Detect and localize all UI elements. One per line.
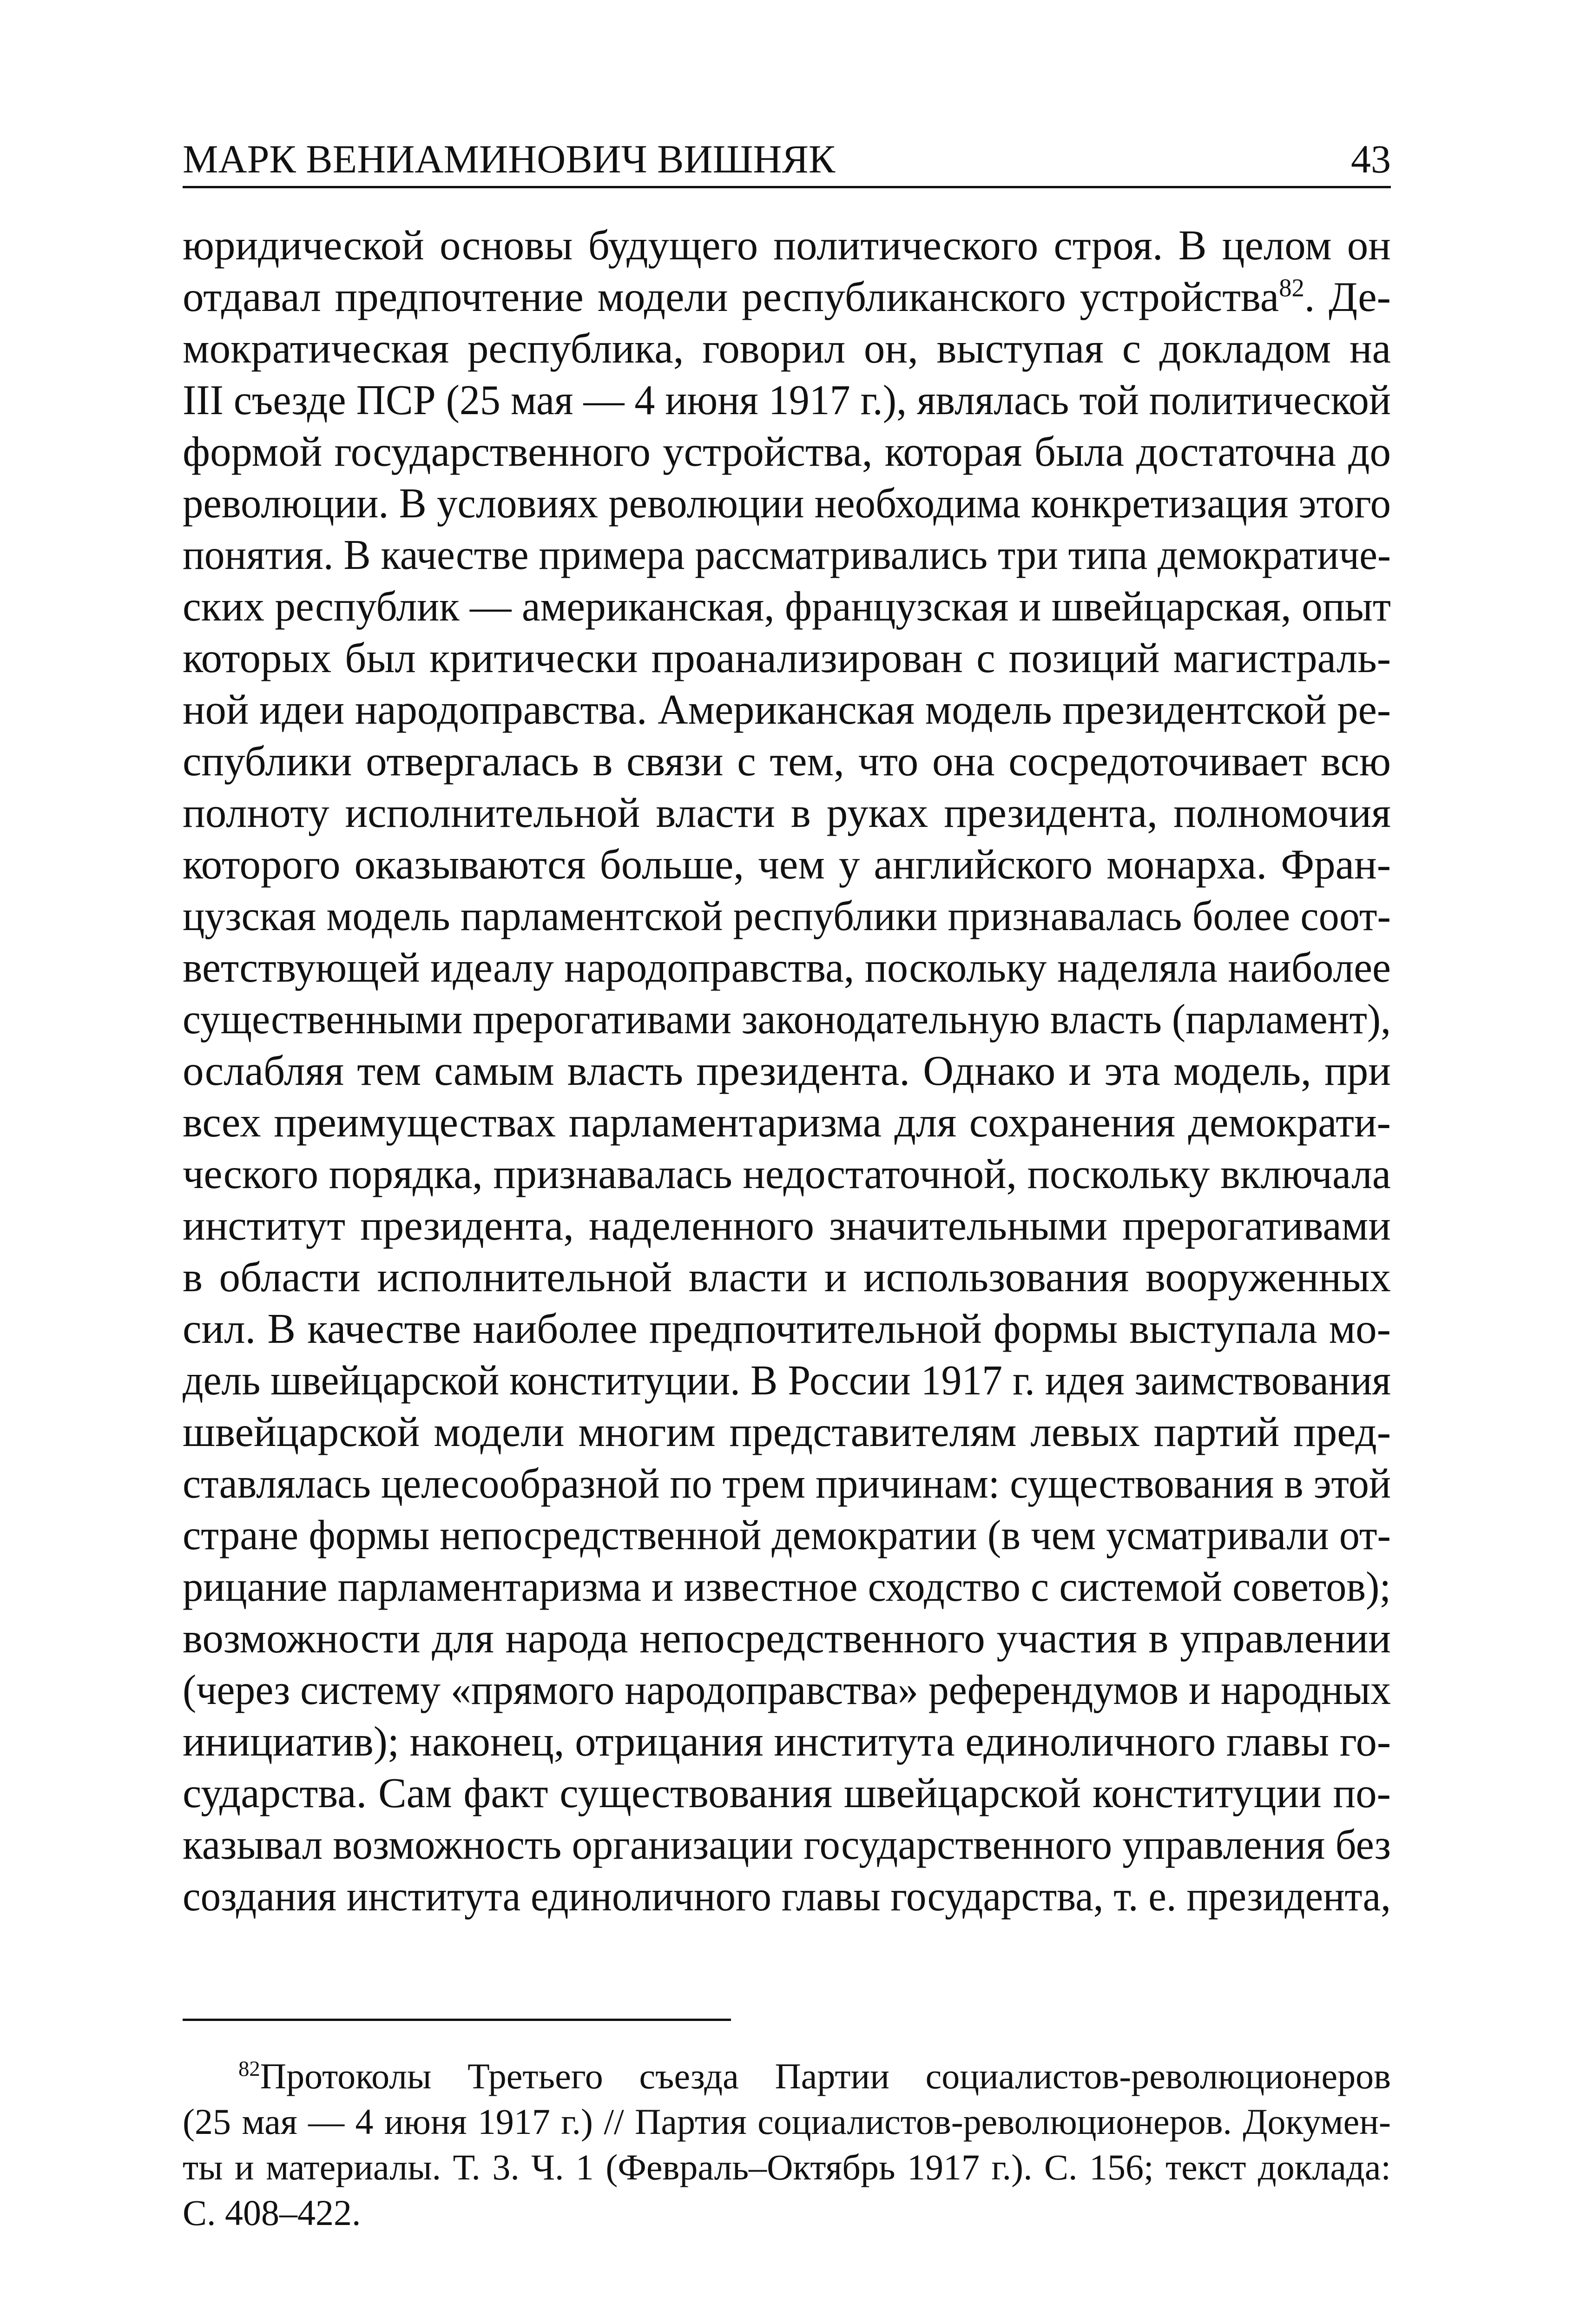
text-line: швейцарской модели многим представителям левых партий пред- (183, 1408, 1391, 1455)
text-line: полноту исполнительной власти в руках президента, полномочия (183, 789, 1391, 836)
footnote (183, 2053, 1391, 2236)
text-line: ветствующей идеалу народоправства, поскольку наделяла наиболее (183, 944, 1391, 991)
text-line: стране формы непосредственной демократии (в чем усматривали от- (183, 1512, 1391, 1558)
text-line: всех преимуществах парламентаризма для сохранения демократи- (183, 1099, 1391, 1146)
text-line: ских республик — американская, французская и швейцарская, опыт (183, 583, 1391, 630)
text-line: в области исполнительной власти и использования вооруженных (183, 1254, 1391, 1301)
text-line-segment: . Де- (1304, 273, 1391, 320)
text-line: возможности для народа непосредственного участия в управлении (183, 1615, 1391, 1662)
page-number: 43 (1351, 137, 1391, 181)
header-rule (183, 186, 1391, 188)
text-line: юридической основы будущего политического строя. В целом он (183, 222, 1391, 269)
text-line: дель швейцарской конституции. В России 1917 г. идея заимствования (183, 1357, 1391, 1404)
footnote-line: С. 408–422. (183, 2192, 361, 2233)
footnote-reference[interactable]: 82 (1279, 273, 1304, 302)
footnote-line: ты и материалы. Т. 3. Ч. 1 (Февраль–Октябрь 1917 г.). С. 156; текст доклада: (183, 2147, 1391, 2187)
text-line: инициатив); наконец, отрицания института единоличного главы го- (183, 1718, 1391, 1765)
footnote-line: (25 мая — 4 июня 1917 г.) // Партия социалистов-революционеров. Докумен- (183, 2101, 1391, 2142)
running-head (183, 129, 1391, 190)
text-line: спублики отвергалась в связи с тем, что она сосредоточивает всю (183, 738, 1391, 785)
text-line: ослабляя тем самым власть президента. Однако и эта модель, при (183, 1047, 1391, 1094)
text-line: рицание парламентаризма и известное сходство с системой советов); (183, 1563, 1391, 1610)
running-head-author: МАРК ВЕНИАМИНОВИЧ ВИШНЯК (183, 137, 836, 181)
text-line: которых был критически проанализирован с позиций магистраль- (183, 634, 1391, 681)
text-line: сударства. Сам факт существования швейцарской конституции по- (183, 1769, 1391, 1816)
text-line: (через систему «прямого народоправства» референдумов и народных (183, 1666, 1391, 1713)
main-text (183, 219, 1391, 1922)
text-line: ставлялась целесообразной по трем причинам: существования в этой (183, 1460, 1391, 1507)
footnote-line (183, 2053, 1391, 2099)
text-line: институт президента, наделенного значительными прерогативами (183, 1202, 1391, 1249)
text-line: понятия. В качестве примера рассматривались три типа демократиче- (183, 531, 1391, 578)
text-line: которого оказываются больше, чем у английского монарха. Фран- (183, 841, 1391, 888)
text-line: создания института единоличного главы государства, т. е. президента, (183, 1873, 1391, 1920)
text-line: III съезде ПСР (25 мая — 4 июня 1917 г.), являлась той политической (183, 376, 1391, 423)
text-line: революции. В условиях революции необходима конкретизация этого (183, 480, 1391, 527)
footnote-line-text: Протоколы Третьего съезда Партии социалистов-революционеров (260, 2056, 1391, 2096)
text-line: формой государственного устройства, которая была достаточна до (183, 428, 1391, 475)
text-line-segment: отдавал предпочтение модели республиканского устройства (183, 273, 1279, 320)
text-line: цузская модель парламентской республики признавалась более соот- (183, 892, 1391, 939)
text-line: ческого порядка, признавалась недостаточной, поскольку включала (183, 1150, 1391, 1197)
footnote-separator (183, 2019, 731, 2021)
text-line: мократическая республика, говорил он, выступая с докладом на (183, 325, 1391, 372)
text-line (183, 271, 1391, 323)
footnote-number: 82 (238, 2057, 260, 2081)
text-line: существенными прерогативами законодательную власть (парламент), (183, 996, 1391, 1043)
text-line: казывал возможность организации государственного управления без (183, 1821, 1391, 1868)
text-line: ной идеи народоправства. Американская модель президентской ре- (183, 686, 1391, 733)
text-line: сил. В качестве наиболее предпочтительной формы выступала мо- (183, 1305, 1391, 1352)
